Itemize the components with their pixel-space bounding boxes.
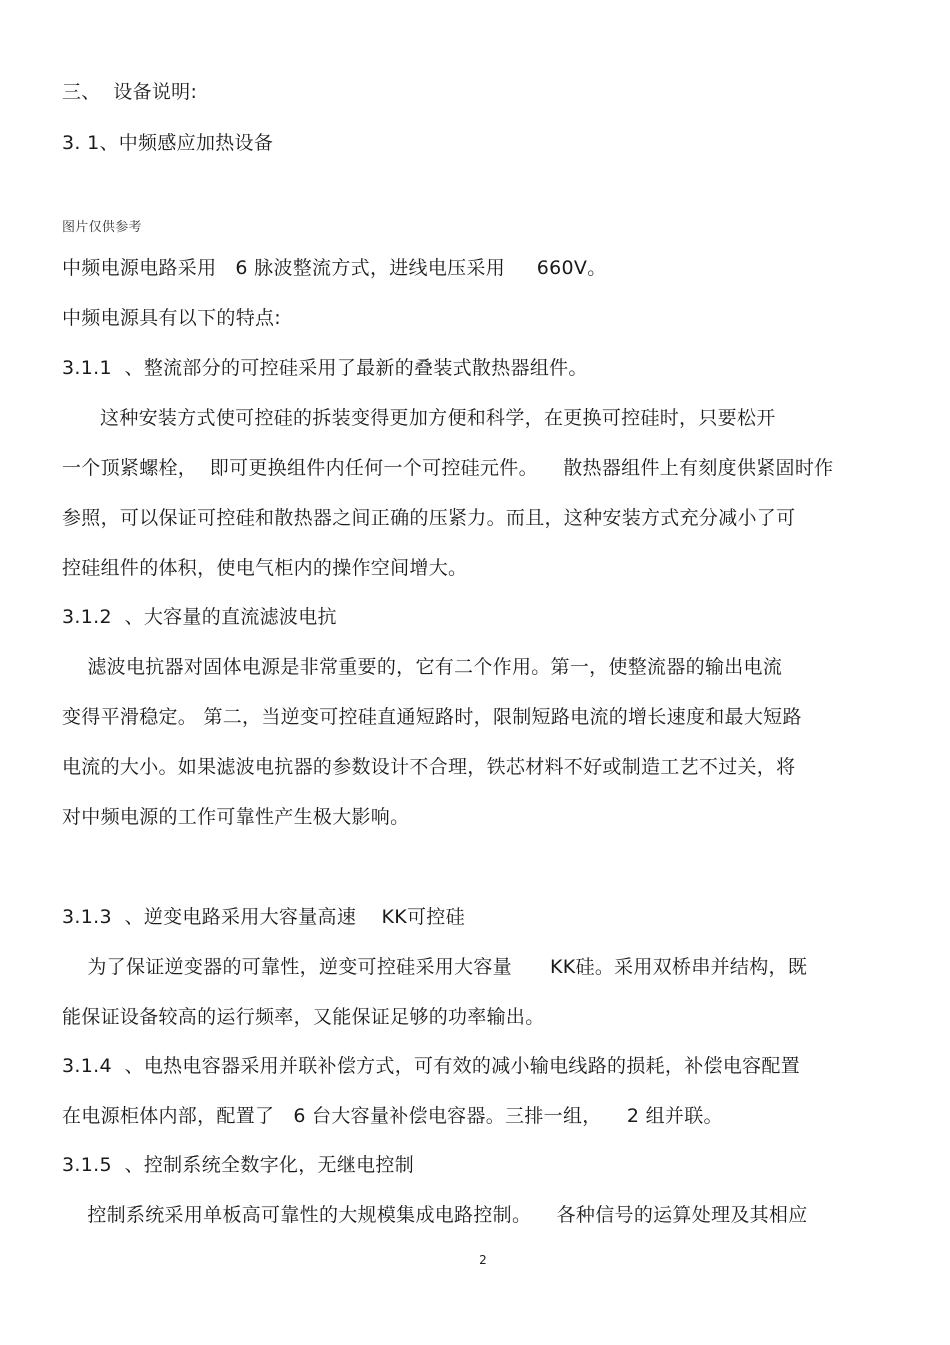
section-heading: 三、 设备说明:	[62, 81, 198, 103]
paragraph-3-1-2-line-1: 滤波电抗器对固体电源是非常重要的，它有二个作用。第一，使整流器的输出电流	[62, 656, 783, 678]
paragraph-3-1-1-line-2: 一个顶紧螺栓， 即可更换组件内任何一个可控硅元件。 散热器组件上有刻度供紧固时作	[62, 457, 834, 479]
paragraph-3-1-5-line-1: 控制系统采用单板高可靠性的大规模集成电路控制。 各种信号的运算处理及其相应	[62, 1204, 808, 1226]
paragraph-3-1-3-line-1: 为了保证逆变器的可靠性，逆变可控硅采用大容量 KK硅。采用双桥串并结构，既	[62, 956, 808, 978]
heading-3-1-3: 3.1.3 、逆变电路采用大容量高速 KK可控硅	[62, 906, 465, 928]
paragraph-3-1-1-line-1: 这种安装方式使可控硅的拆装变得更加方便和科学，在更换可控硅时，只要松开	[62, 407, 776, 429]
image-caption: 图片仅供参考	[62, 220, 142, 235]
paragraph-power-circuit: 中频电源电路采用 6 脉波整流方式，进线电压采用 660V。	[62, 257, 607, 279]
heading-3-1-1: 3.1.1 、整流部分的可控硅采用了最新的叠装式散热器组件。	[62, 357, 588, 379]
paragraph-3-1-2-line-2: 变得平滑稳定。 第二，当逆变可控硅直通短路时，限制短路电流的增长速度和最大短路	[62, 706, 802, 728]
page-number: 2	[479, 1253, 487, 1267]
paragraph-3-1-1-line-3: 参照，可以保证可控硅和散热器之间正确的压紧力。而且，这种安装方式充分减小了可	[62, 507, 796, 529]
paragraph-3-1-2-line-4: 对中频电源的工作可靠性产生极大影响。	[62, 806, 410, 828]
paragraph-3-1-2-line-3: 电流的大小。如果滤波电抗器的参数设计不合理，铁芯材料不好或制造工艺不过关，将	[62, 756, 796, 778]
heading-3-1-2: 3.1.2 、大容量的直流滤波电抗	[62, 606, 337, 628]
heading-3-1-4-line-1: 3.1.4 、电热电容器采用并联补偿方式，可有效的减小输电线路的损耗，补偿电容配置	[62, 1055, 801, 1077]
paragraph-features-intro: 中频电源具有以下的特点:	[62, 307, 282, 329]
subsection-title: 3. 1、中频感应加热设备	[62, 132, 274, 154]
heading-3-1-5: 3.1.5 、控制系统全数字化，无继电控制	[62, 1154, 415, 1176]
heading-3-1-4-line-2: 在电源柜体内部，配置了 6 台大容量补偿电容器。三排一组， 2 组并联。	[62, 1105, 723, 1127]
paragraph-3-1-1-line-4: 控硅组件的体积，使电气柜内的操作空间增大。	[62, 557, 468, 579]
paragraph-3-1-3-line-2: 能保证设备较高的运行频率，又能保证足够的功率输出。	[62, 1006, 545, 1028]
